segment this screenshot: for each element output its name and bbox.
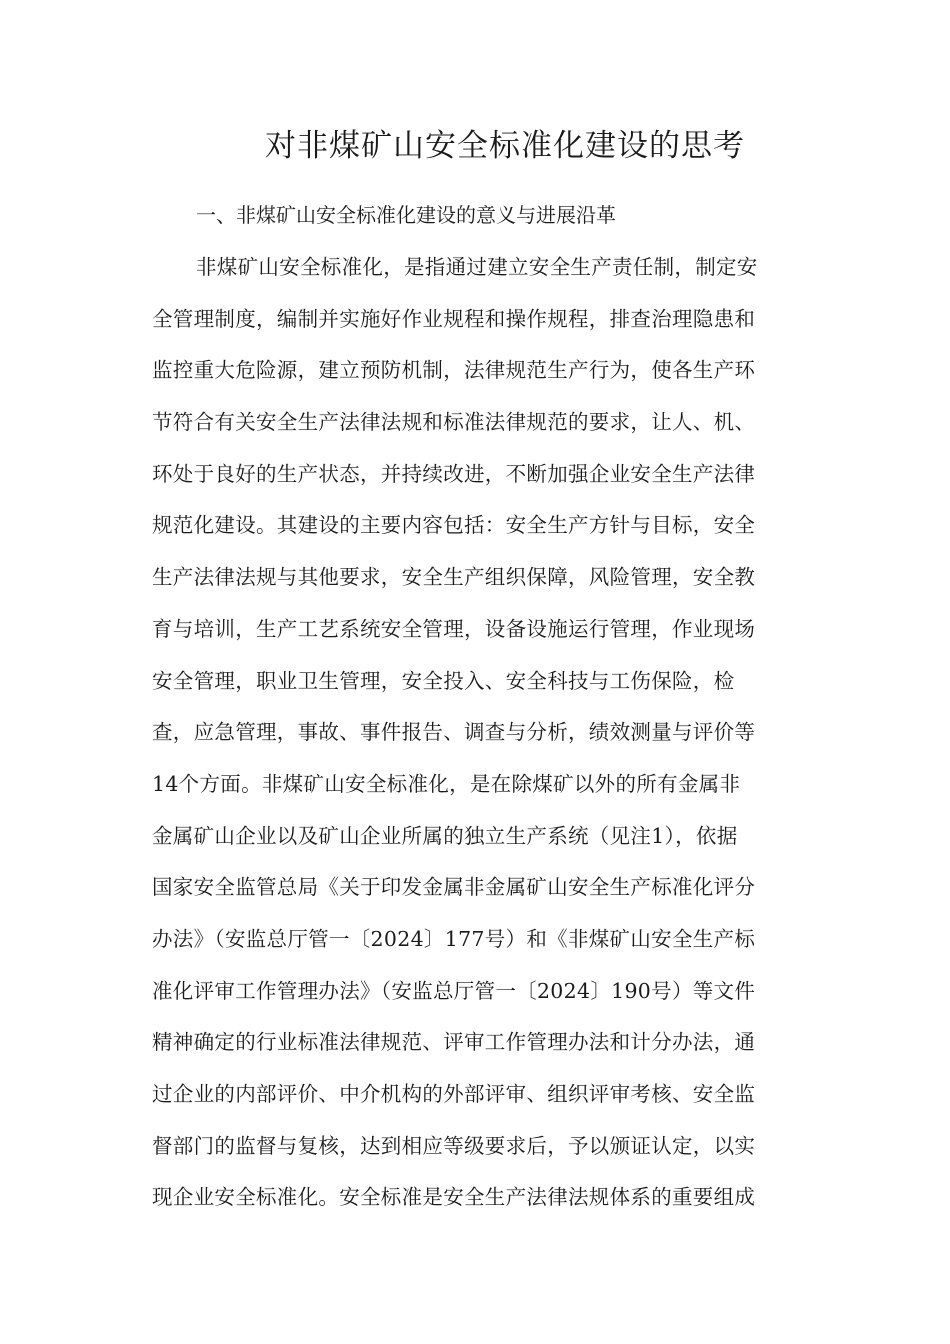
paragraph-line: 规范化建设。其建设的主要内容包括：安全生产方针与目标，安全 [152,513,756,538]
paragraph-line: 环处于良好的生产状态，并持续改进，不断加强企业安全生产法律 [152,461,756,486]
paragraph-line: 育与培训，生产工艺系统安全管理，设备设施运行管理，作业现场 [152,616,756,641]
paragraph-line: 生产法律法规与其他要求，安全生产组织保障，风险管理，安全教 [152,565,756,590]
paragraph-line: 精神确定的行业标准法律规范、评审工作管理办法和计分办法，通 [152,1030,756,1055]
paragraph-line: 现企业安全标准化。安全标准是安全生产法律法规体系的重要组成 [152,1185,756,1210]
paragraph-line: 节符合有关安全生产法律法规和标准法律规范的要求，让人、机、 [152,410,756,435]
paragraph-line: 办法》（安监总厅管一〔2024〕177号）和《非煤矿山安全生产标 [152,926,756,951]
paragraph-line: 督部门的监督与复核，达到相应等级要求后，予以颁证认定，以实 [152,1133,756,1158]
paragraph-line: 全管理制度，编制并实施好作业规程和操作规程，排查治理隐患和 [152,306,756,331]
paragraph-line: 查，应急管理，事故、事件报告、调查与分析，绩效测量与评价等 [152,720,756,745]
paragraph-line: 国家安全监管总局《关于印发金属非金属矿山安全生产标准化评分 [152,875,756,900]
paragraph-line: 金属矿山企业以及矿山企业所属的独立生产系统（见注1），依据 [152,823,738,848]
paragraph-line: 安全管理，职业卫生管理，安全投入、安全科技与工伤保险，检 [152,668,735,693]
paragraph-line: 非煤矿山安全标准化，是指通过建立安全生产责任制，制定安 [196,255,758,279]
document-title: 对非煤矿山安全标准化建设的思考 [265,128,745,164]
paragraph-line: 14个方面。非煤矿山安全标准化，是在除煤矿以外的所有金属非 [152,771,741,796]
body-text [152,242,802,1224]
section-heading: 一、非煤矿山安全标准化建设的意义与进展沿革 [196,203,616,227]
paragraph-line: 过企业的内部评价、中介机构的外部评审、组织评审考核、安全监 [152,1082,756,1106]
paragraph-line: 监控重大危险源，建立预防机制，法律规范生产行为，使各生产环 [152,358,756,383]
paragraph-line: 准化评审工作管理办法》（安监总厅管一〔2024〕190号）等文件 [152,978,756,1003]
